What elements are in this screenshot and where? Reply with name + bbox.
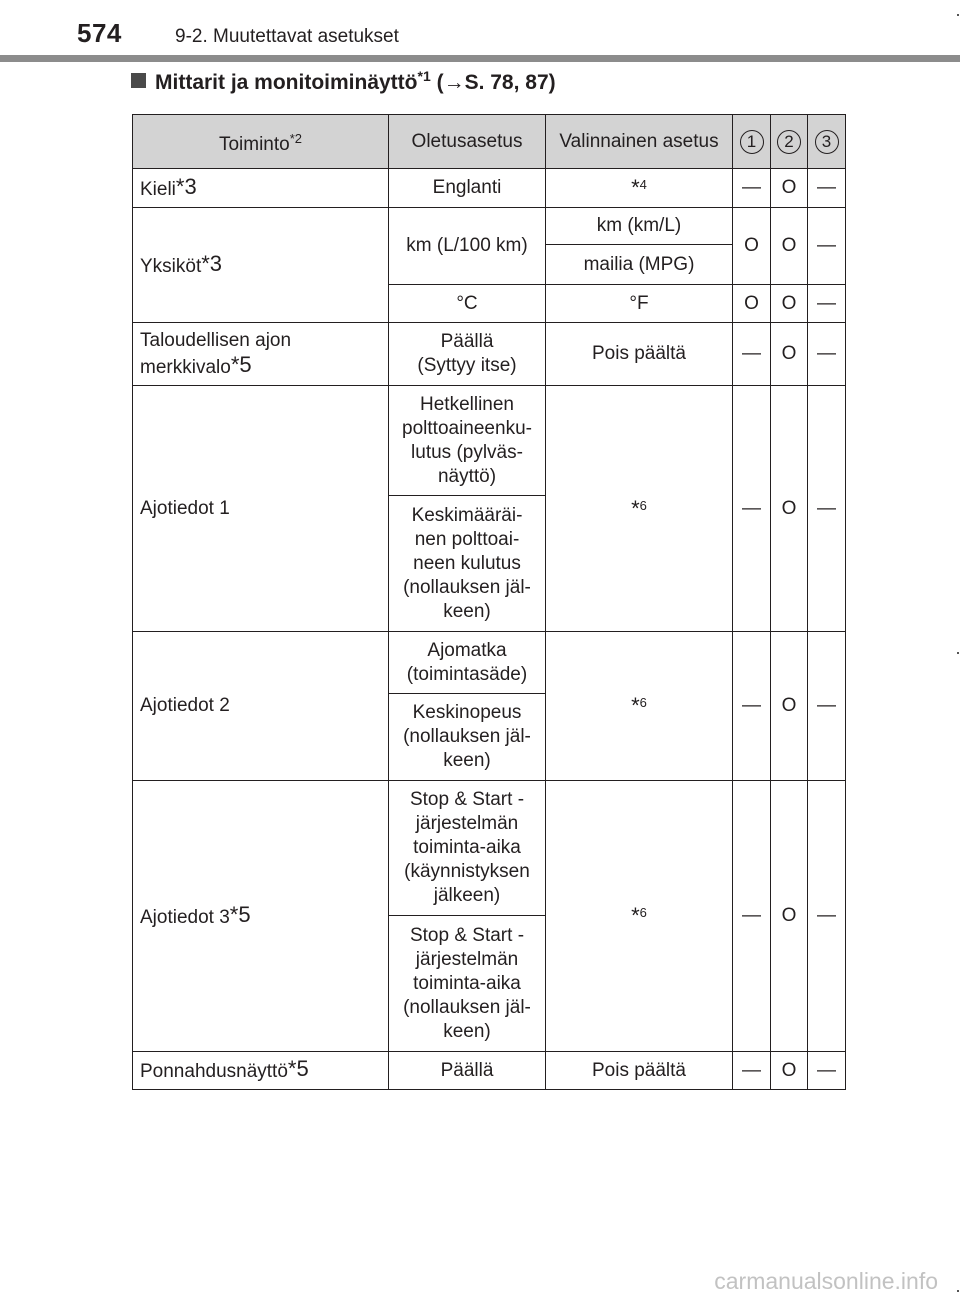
cell-c3: — — [808, 208, 846, 285]
cell-default: km (L/100 km) — [389, 208, 546, 285]
cell-c1: — — [733, 169, 771, 208]
table-row — [133, 632, 846, 694]
section-title-footnote: *1 — [417, 68, 431, 84]
cell-default: Stop & Start - järjestelmän toiminta-aika (nollauksen jäl- keen) — [389, 916, 546, 1052]
cell-optional: *$^4$ — [546, 169, 733, 208]
header-default: Oletusasetus — [389, 115, 546, 169]
chapter-title: 9-2. Muutettavat asetukset — [175, 26, 399, 47]
edge-tick — [957, 14, 959, 16]
cell-default: Hetkellinen polttoaineenku- lutus (pylväs- näyttö) — [389, 386, 546, 496]
cell-c1: — — [733, 632, 771, 781]
cell-default: Englanti — [389, 169, 546, 208]
cell-optional: *$^6$ — [546, 386, 733, 632]
header-function: Toiminto$^{*2}$ — [133, 115, 389, 169]
header-col2 — [771, 115, 808, 169]
cell-function: Ponnahdusnäyttö*5 — [133, 1052, 389, 1090]
table-row — [133, 323, 846, 386]
cell-c2: O — [771, 1052, 808, 1090]
cell-c3: — — [808, 386, 846, 632]
edge-tick — [957, 1290, 959, 1292]
cell-optional: Pois päältä — [546, 323, 733, 386]
cell-c3: — — [808, 1052, 846, 1090]
cell-c3: — — [808, 323, 846, 386]
table-row — [133, 386, 846, 496]
table-row — [133, 781, 846, 916]
cell-c1: — — [733, 386, 771, 632]
square-bullet-icon — [131, 73, 146, 88]
cell-function: Yksiköt*3 — [133, 208, 389, 323]
cell-c3: — — [808, 285, 846, 323]
cell-default: Ajomatka (toimintasäde) — [389, 632, 546, 694]
cell-default: °C — [389, 285, 546, 323]
cell-optional: mailia (MPG) — [546, 245, 733, 285]
cell-optional: *$^6$ — [546, 781, 733, 1052]
cell-function: Taloudellisen ajon merkkivalo*5 — [133, 323, 389, 386]
circled-number-2-icon: 2 — [777, 130, 801, 154]
section-heading — [131, 68, 556, 95]
settings-table — [132, 114, 846, 1090]
cell-optional: Pois päältä — [546, 1052, 733, 1090]
cell-default: Päällä — [389, 1052, 546, 1090]
table-row — [133, 1052, 846, 1090]
cell-c3: — — [808, 632, 846, 781]
circled-number-1-icon: 1 — [740, 130, 764, 154]
section-title: Mittarit ja monitoiminäyttö — [155, 71, 418, 94]
cell-c2: O — [771, 386, 808, 632]
cell-default: Keskinopeus (nollauksen jäl- keen) — [389, 694, 546, 781]
cell-optional: °F — [546, 285, 733, 323]
cell-function: Ajotiedot 2 — [133, 632, 389, 781]
circled-number-3-icon: 3 — [815, 130, 839, 154]
cell-c1: — — [733, 323, 771, 386]
cell-function: Ajotiedot 1 — [133, 386, 389, 632]
table-row — [133, 169, 846, 208]
cell-c1: — — [733, 781, 771, 1052]
header-col1 — [733, 115, 771, 169]
cell-default: Stop & Start - järjestelmän toiminta-aika (käynnistyksen jälkeen) — [389, 781, 546, 916]
table-row — [133, 208, 846, 245]
cell-c2: O — [771, 781, 808, 1052]
cell-c3: — — [808, 169, 846, 208]
table-header-row — [133, 115, 846, 169]
cell-c1: — — [733, 1052, 771, 1090]
cell-c1: O — [733, 208, 771, 285]
cell-c3: — — [808, 781, 846, 1052]
cell-c2: O — [771, 632, 808, 781]
cell-optional: *$^6$ — [546, 632, 733, 781]
header-optional: Valinnainen asetus — [546, 115, 733, 169]
header-rule — [0, 55, 960, 62]
cell-c2: O — [771, 169, 808, 208]
header-col3 — [808, 115, 846, 169]
page-number: 574 — [77, 18, 122, 48]
cell-c1: O — [733, 285, 771, 323]
cell-function: Kieli*3 — [133, 169, 389, 208]
cell-c2: O — [771, 285, 808, 323]
edge-tick — [957, 652, 959, 654]
cell-optional: km (km/L) — [546, 208, 733, 245]
cell-default: Päällä (Syttyy itse) — [389, 323, 546, 386]
cell-c2: O — [771, 208, 808, 285]
cell-function: Ajotiedot 3*5 — [133, 781, 389, 1052]
watermark: carmanualsonline.info — [714, 1268, 938, 1294]
section-reference: (→S. 78, 87) — [436, 71, 556, 94]
cell-default: Keskimääräi- nen polttoai- neen kulutus (nollauksen jäl- keen) — [389, 496, 546, 632]
cell-c2: O — [771, 323, 808, 386]
